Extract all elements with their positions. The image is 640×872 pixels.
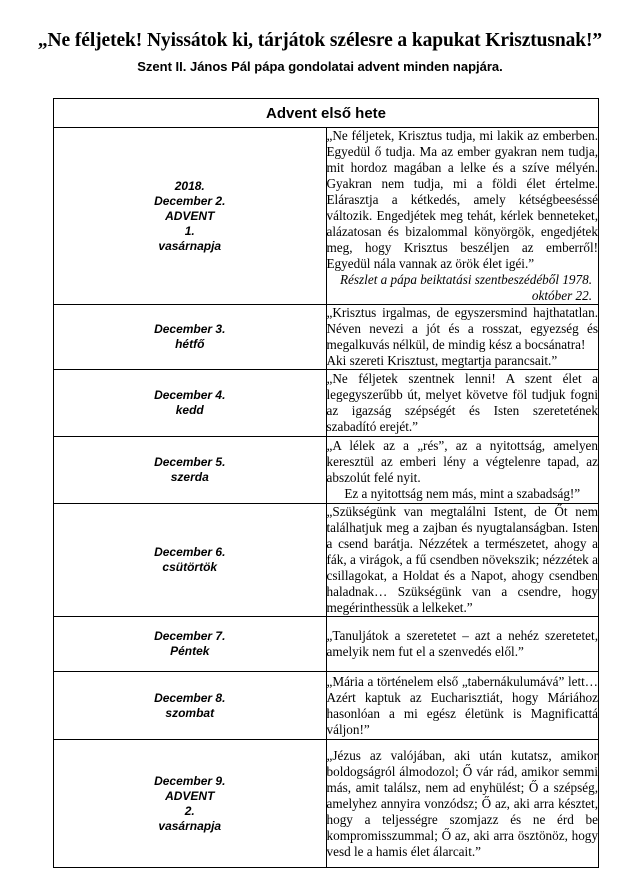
table-row bbox=[54, 305, 599, 370]
day-cell bbox=[54, 672, 327, 740]
day-line: December 7. bbox=[154, 629, 226, 643]
document-title: „Ne féljetek! Nyissátok ki, tárjátok szélesre a kapukat Krisztusnak!” bbox=[37, 30, 603, 51]
day-line: vasárnapja bbox=[158, 818, 222, 833]
quote-cell bbox=[326, 128, 599, 305]
quote-cell bbox=[326, 437, 599, 504]
table-row bbox=[54, 617, 599, 672]
quote-cell bbox=[326, 672, 599, 740]
quote-cell bbox=[326, 740, 599, 868]
day-line: 2. bbox=[184, 803, 195, 818]
table-row bbox=[54, 740, 599, 868]
quote-text: „Ne féljetek, Krisztus tudja, mi lakik az emberben. Egyedül ő tudja. Ma az ember gyakran nem tudja, mit hordoz magában a lelke és a szíve mélyén. Gyakran nem tudja, mi a földi élet értelme. Elárasztja a kétkedés, amely kétségbeeséssé változik. Engedjétek meg tehát, kérlek benneteket, alázatosan és bizalommal könyörgök, engedjétek meg, hogy Krisztus beszéljen az emberről! Egyedül nála vannak az örök élet igéi.” bbox=[326, 128, 598, 271]
quote-text: „Mária a történelem első „tabernákulumává” lett… Azért kaptuk az Eucharisztiát, hogy Máriához hasonlóan a mi egész életünk is Magnificattá váljon!” bbox=[326, 673, 598, 737]
day-line: csütörtök bbox=[162, 560, 218, 574]
day-line: ADVENT bbox=[165, 208, 215, 223]
quote-text: „Krisztus irgalmas, de egyszersmind hajthatatlan. Néven nevezi a jót és a rosszat, egyezség és megalkuvás nélkül, de mindig kész a bocsánatra! bbox=[326, 305, 598, 352]
table-row bbox=[54, 672, 599, 740]
quote-text: „Tanuljátok a szeretetet – azt a nehéz szeretetet, amelyik nem fut el a szenvedés elől.” bbox=[326, 628, 598, 659]
table-row bbox=[54, 128, 599, 305]
quote-text: „Jézus az valójában, aki után kutatsz, amikor boldogságról álmodozol; Ő vár rád, amikor semmi más, amit találsz, nem ad enyhülést; Ő a szépség, amelyhez annyira vonzódsz; Ő az, aki arra késztet, hogy a teljességre szomjazz és ne érd be kompromisszummal; Ő az, aki arra ösztönöz, hogy vesd le a hamis élet álarcait.” bbox=[326, 747, 598, 859]
day-cell bbox=[54, 370, 327, 437]
day-line: szerda bbox=[170, 470, 209, 484]
week-title: Advent első hete bbox=[54, 99, 599, 128]
day-line: December 2. bbox=[154, 193, 226, 208]
quote-text: „A lélek az a „rés”, az a nyitottság, amelyen keresztül az emberi lény a végtelenre tapad, az abszolút felé nyit. bbox=[326, 438, 598, 485]
day-cell bbox=[54, 740, 327, 868]
quote-text: „Szükségünk van megtalálni Istent, de Őt nem találhatjuk meg a zajban és nyugtalanságban. Isten a csend barátja. Nézzétek a természetet, ahogy a fák, a virágok, a fű csendben növekszik; nézzétek a csillagokat, a Holdat és a Napot, ahogy csendben haladnak… Szükségünk van a csendre, hogy megérinthessük a lelkeket.” bbox=[326, 504, 598, 615]
day-line: December 5. bbox=[154, 455, 226, 469]
day-cell bbox=[54, 504, 327, 617]
day-cell bbox=[54, 128, 327, 305]
day-line: ADVENT bbox=[165, 788, 215, 803]
table-row bbox=[54, 370, 599, 437]
day-cell bbox=[54, 437, 327, 504]
quote-text-continued: Aki szereti Krisztust, megtartja parancsait.” bbox=[326, 353, 558, 368]
day-line: 1. bbox=[184, 223, 195, 238]
day-line: hétfő bbox=[175, 337, 205, 351]
day-line: December 4. bbox=[154, 388, 226, 402]
day-line: Péntek bbox=[170, 644, 210, 658]
quote-source: Részlet a pápa beiktatási szentbeszédéből 1978. október 22. bbox=[340, 272, 592, 303]
quote-cell bbox=[326, 305, 599, 370]
day-cell bbox=[54, 617, 327, 672]
day-line: szombat bbox=[165, 705, 215, 720]
quote-cell bbox=[326, 504, 599, 617]
day-line: kedd bbox=[175, 403, 204, 417]
quote-text: „Ne féljetek szentnek lenni! A szent élet a legegyszerűbb út, melyet követve föl tudjuk fogni az igazság szépségét és Isten szeretetének szabadító erejét.” bbox=[326, 371, 598, 434]
day-line: December 9. bbox=[154, 773, 226, 788]
quote-text-continued: Ez a nyitottság nem más, mint a szabadság!” bbox=[344, 486, 581, 501]
table-row bbox=[54, 437, 599, 504]
day-line: December 6. bbox=[154, 545, 226, 559]
day-line: 2018. bbox=[174, 178, 205, 193]
quote-cell bbox=[326, 617, 599, 672]
day-line: December 8. bbox=[154, 690, 226, 705]
quote-cell bbox=[326, 370, 599, 437]
week-header-row bbox=[54, 99, 599, 128]
table-row bbox=[54, 504, 599, 617]
day-line: vasárnapja bbox=[158, 238, 222, 253]
document-subtitle: Szent II. János Pál pápa gondolatai advent minden napjára. bbox=[137, 59, 503, 74]
advent-calendar-table bbox=[53, 98, 599, 868]
day-line: December 3. bbox=[154, 322, 226, 336]
day-cell bbox=[54, 305, 327, 370]
